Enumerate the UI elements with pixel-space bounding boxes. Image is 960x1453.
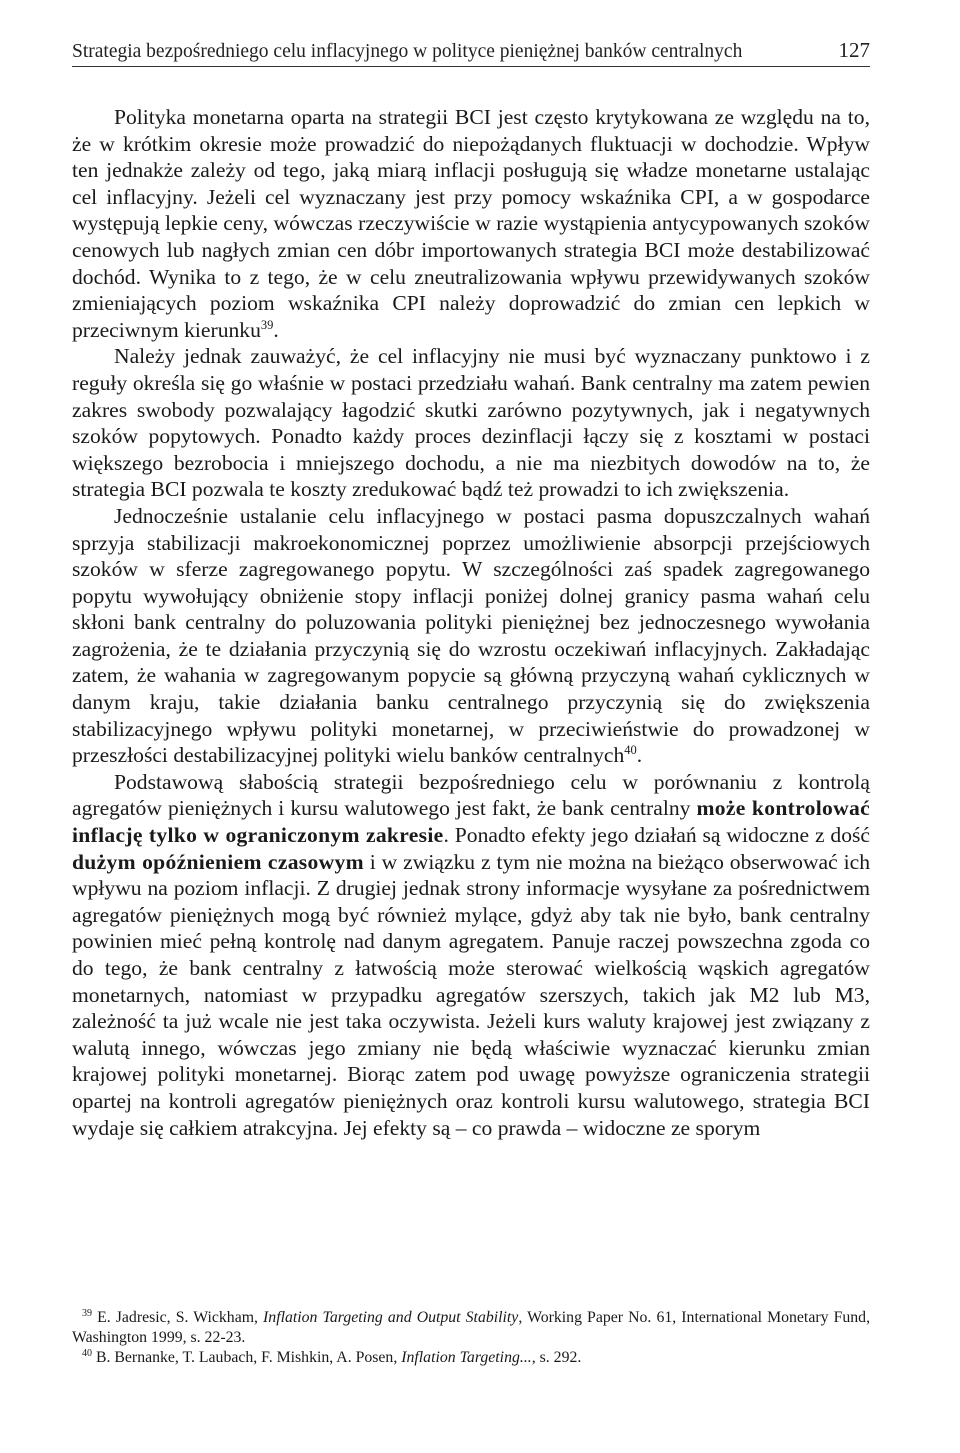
paragraph-3-end: .	[636, 743, 643, 768]
footnote-40	[72, 1348, 870, 1368]
footnote-40-rest: , s. 292.	[531, 1349, 582, 1366]
paragraph-3-text: Jednocześnie ustalanie celu inflacyjnego w postaci pasma dopuszczalnych wahań sprzyja stabilizacji makroekonomicznej poprzez umożliwienie absorpcji przejściowych szoków w sferze zagregowanego popytu. W szczególności zaś spadek zagregowanego popytu wywołujący obniżenie stopy inflacji poniżej dolnej granicy pasma wahań celu skłoni bank centralny do poluzowania polityki pieniężnej bez jednoczesnego wywołania zagrożenia, że te działania przyczynią się do wzrostu oczekiwań inflacyjnych. Zakładając zatem, że wahania w zagregowanym popycie są główną przyczyną wahań cyklicznych w danym kraju, takie działania banku centralnego przyczynią się do zwiększenia stabilizacyjnego wpływu polityki monetarnej, w przeciwieństwie do prowadzonej w przeszłości destabilizacyjnej polityki wielu banków centralnych	[72, 503, 870, 768]
paragraph-2: Należy jednak zauważyć, że cel inflacyjny nie musi być wyznaczany punktowo i z reguły określa się go właśnie w postaci przedziału wahań. Bank centralny ma zatem pewien zakres swobody pozwalający łagodzić skutki zarówno pozytywnych, jak i negatywnych szoków popytowych. Ponadto każdy proces dezinflacji łączy się z kosztami w postaci większego bezrobocia i mniejszego dochodu, a nie ma niezbitych dowodów na to, że strategia BCI pozwala te koszty zredukować bądź też prowadzi to ich zwiększenia.	[72, 344, 870, 502]
running-title: Strategia bezpośredniego celu inflacyjnego w polityce pieniężnej banków centralnych	[72, 41, 743, 62]
paragraph-1-text: Polityka monetarna oparta na strategii BCI jest często krytykowana ze względu na to, że w krótkim okresie może prowadzić do niepożądanych fluktuacji w dochodzie. Wpływ ten jednakże zależy od tego, jaką miarą inflacji posługują się władze monetarne ustalając cel inflacyjny. Jeżeli cel wyznaczany jest przy pomocy wskaźnika CPI, a w gospodarce występują lepkie ceny, wówczas rzeczywiście w razie wystąpienia antycypowanych szoków cenowych lub nagłych zmian cen dóbr importowanych strategia BCI może destabilizować dochód. Wynika to z tego, że w celu zneutralizowania wpływu przewidywanych szoków zmieniających poziom wskaźnika CPI należy doprowadzić do zmian cen lepkich w przeciwnym kierunku	[72, 105, 870, 342]
footnote-39-title: Inflation Targeting and Output Stability	[263, 1309, 519, 1326]
footnote-ref-39[interactable]: 39	[260, 317, 274, 332]
footnotes	[72, 1308, 870, 1368]
running-header	[72, 38, 870, 63]
paragraph-1-end: .	[273, 317, 279, 342]
footnote-39-rest: , Working Paper No. 61, International Monetary Fund, Washington 1999, s. 22-23.	[72, 1309, 871, 1346]
footnote-39	[72, 1308, 870, 1348]
page-number: 127	[838, 38, 870, 62]
emphasis-1: może kontrolować inflację tylko w ograniczonym zakresie	[72, 796, 870, 848]
emphasis-2: dużym opóźnieniem czasowym	[72, 849, 364, 874]
footnote-ref-40[interactable]: 40	[624, 743, 637, 758]
paragraph-1	[72, 104, 870, 343]
body-text	[72, 104, 870, 1141]
paragraph-4-text-c: i w związku z tym nie można na bieżąco obserwować ich wpływu na poziom inflacji. Z drugiej jednak strony informacje wysyłane za pośrednictwem agregatów pieniężnych mogą być również mylące, gdyż aby tak nie było, bank centralny powinien mieć pełną kontrolę nad danym agregatem. Panuje raczej powszechna zgoda co do tego, że bank centralny z łatwością może sterować wielkością wąskich agregatów monetarnych, natomiast w przypadku agregatów szerszych, takich jak M2 lub M3, zależność ta już wcale nie jest taka oczywista. Jeżeli kurs waluty krajowej jest związany z walutą innego, wówczas jego zmiany nie będą właściwie wyznaczać kierunku zmian krajowej polityki monetarnej. Biorąc zatem pod uwagę powyższe ograniczenia strategii opartej na kontroli agregatów pieniężnych oraz kontroli kursu walutowego, strategia BCI wydaje się całkiem atrakcyjna. Jej efekty są – co prawda – widoczne ze sporym	[72, 849, 870, 1140]
paragraph-4-text-a: Podstawową słabością strategii bezpośredniego celu w porównaniu z kontrolą agregatów pieniężnych i kursu walutowego jest fakt, że bank centralny	[72, 769, 870, 821]
footnote-39-mark: 39	[82, 1308, 92, 1319]
paragraph-3	[72, 503, 870, 769]
footnote-40-authors: B. Bernanke, T. Laubach, F. Mishkin, A. Posen,	[92, 1349, 402, 1366]
footnote-40-title: Inflation Targeting...	[401, 1349, 532, 1366]
footnote-39-authors: E. Jadresic, S. Wickham,	[92, 1309, 264, 1326]
footnote-40-mark: 40	[82, 1348, 92, 1359]
header-rule	[72, 66, 870, 67]
paragraph-4-text-b: . Ponadto efekty jego działań są widoczne z dość	[443, 823, 870, 848]
paragraph-4	[72, 769, 870, 1141]
